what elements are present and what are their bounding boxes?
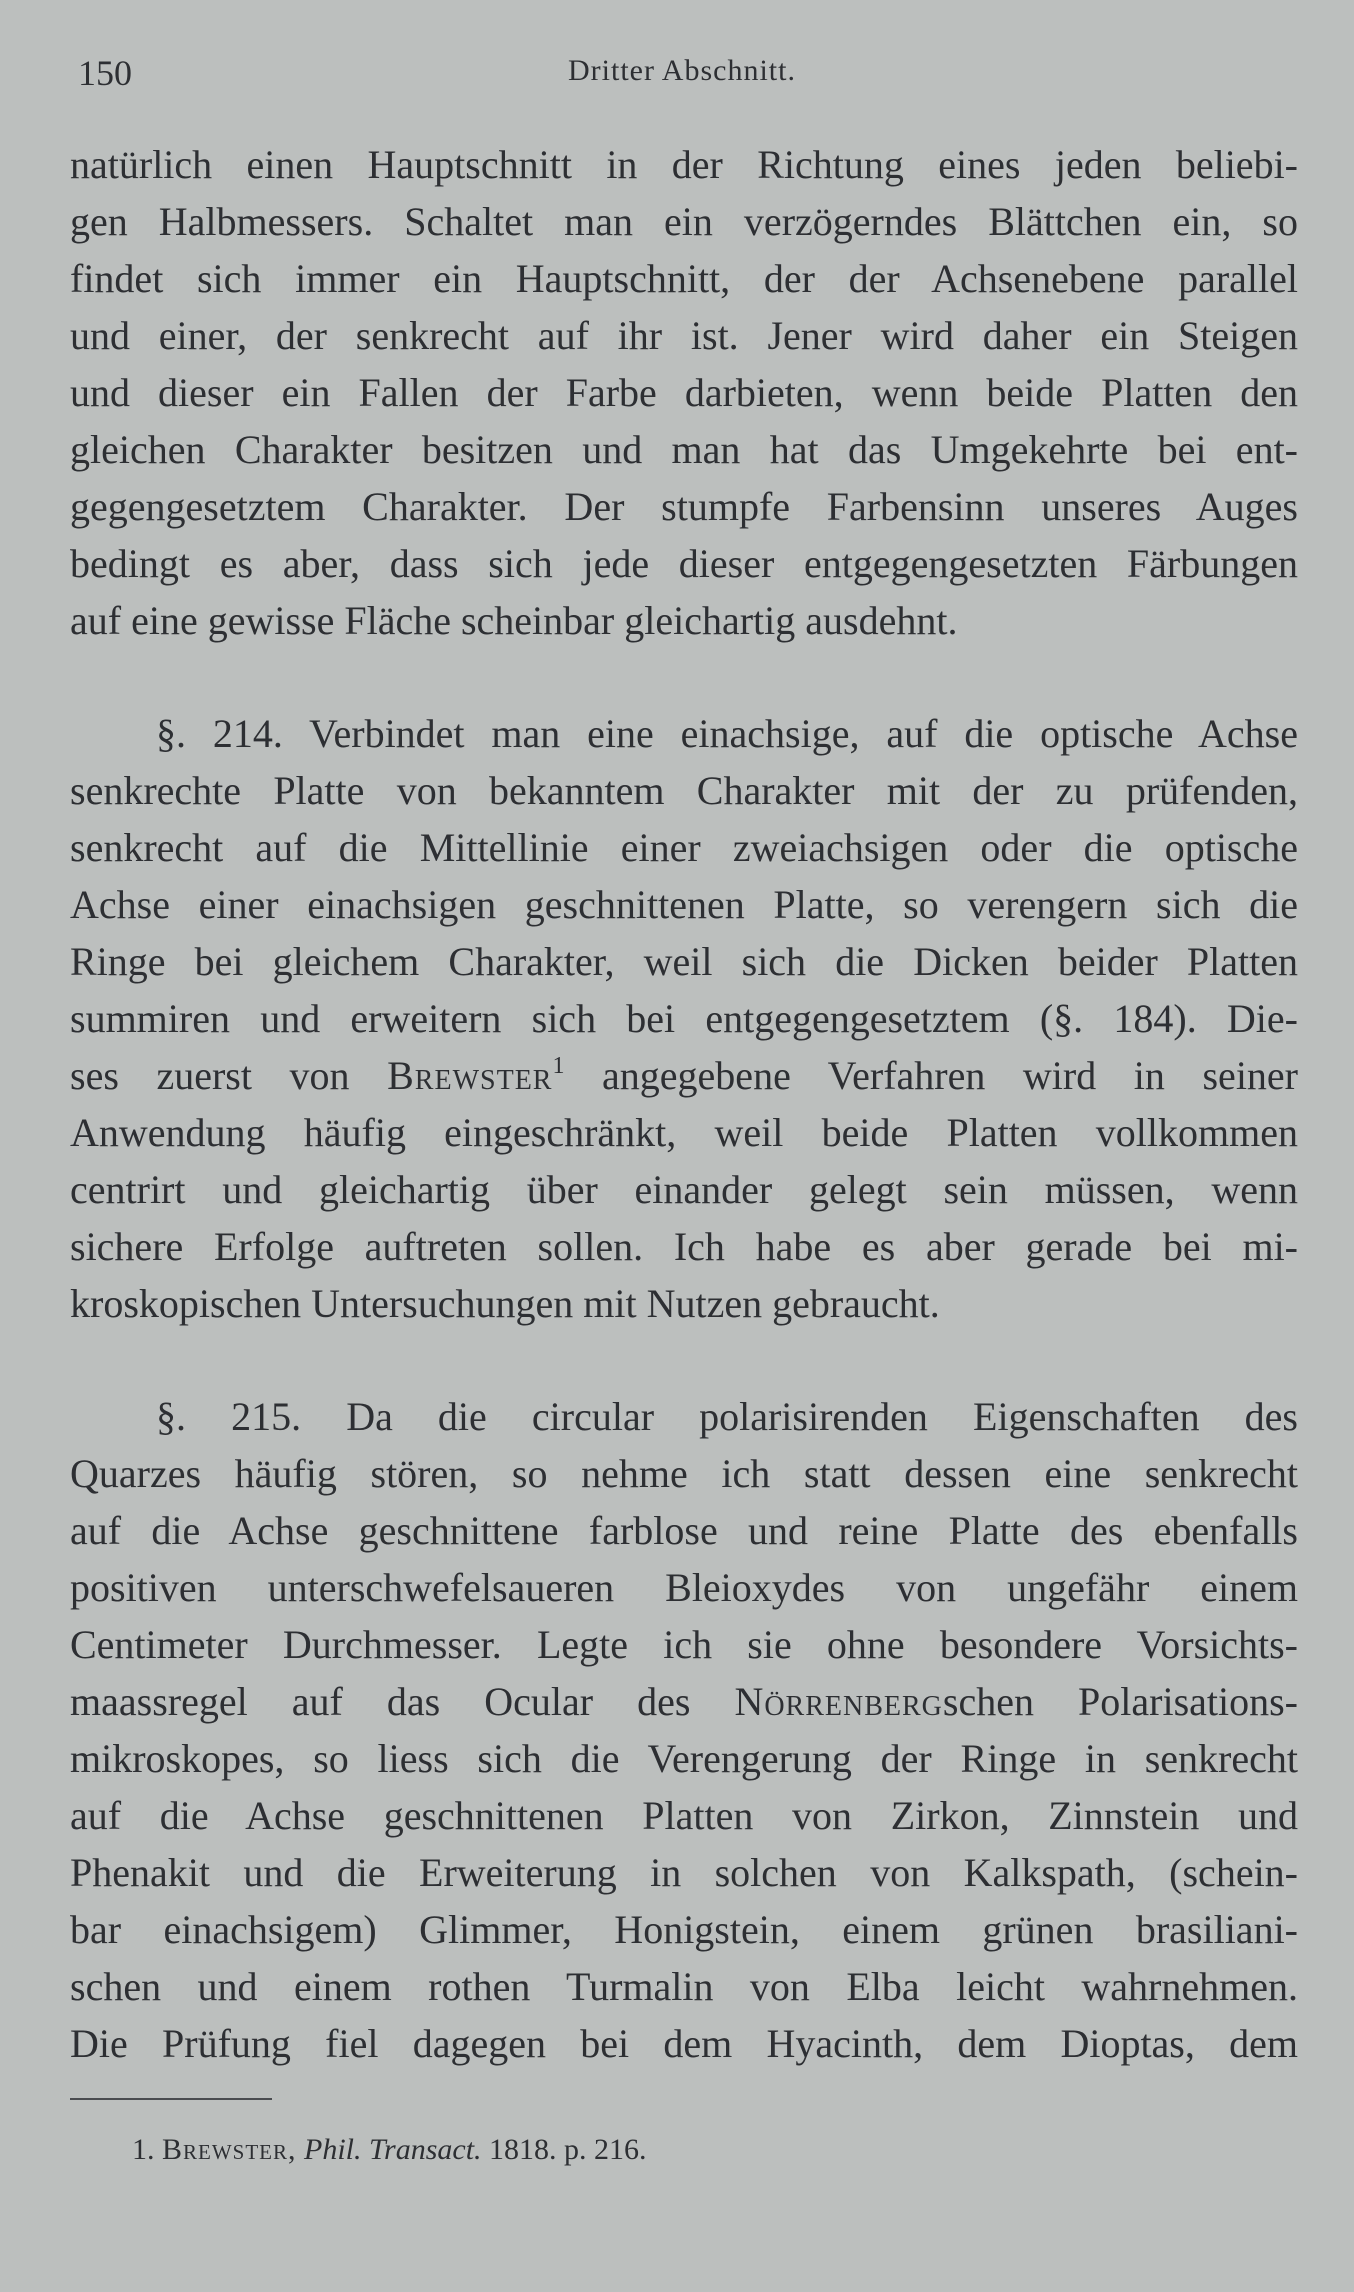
text-fragment: ses zuerst von [70,1053,350,1098]
text-line: schen und einem rothen Turmalin von Elba leicht wahrnehmen. [70,1964,1298,2009]
text-line: auf die Achse geschnittenen Platten von Zirkon, Zinnstein und [70,1793,1298,1838]
text-line: Centimeter Durchmesser. Legte ich sie ohne besondere Vorsichts- [70,1622,1298,1667]
text-line: findet sich immer ein Hauptschnitt, der der Achsenebene parallel [70,256,1298,301]
author-name: Brewster [387,1053,553,1098]
text-fragment: maassregel auf das Ocular des [70,1679,691,1724]
footnote-author: Brewster, [162,2133,297,2166]
footnote-journal: Phil. Transact. [304,2133,482,2166]
text-line: kroskopischen Untersuchungen mit Nutzen gebraucht. [70,1281,940,1326]
paragraph-215 [70,1388,1298,2072]
text-line: positiven unterschwefelsaueren Bleioxydes von ungefähr einem [70,1565,1298,1610]
page-header [70,52,1294,102]
text-line: und einer, der senkrecht auf ihr ist. Jener wird daher ein Steigen [70,313,1298,358]
text-line: Achse einer einachsigen geschnittenen Platte, so verengern sich die [70,882,1298,927]
running-head: Dritter Abschnitt. [568,54,796,87]
text-line: sichere Erfolge auftreten sollen. Ich habe es aber gerade bei mi- [70,1224,1298,1269]
text-line: senkrechte Platte von bekanntem Charakter mit der zu prüfenden, [70,768,1298,813]
text-line [70,1047,1298,1104]
text-line: auf eine gewisse Fläche scheinbar gleichartig ausdehnt. [70,598,958,643]
text-line: bedingt es aber, dass sich jede dieser entgegengesetzten Färbungen [70,541,1298,586]
text-line: §. 214. Verbindet man eine einachsige, auf die optische Achse [156,711,1298,756]
footnote-ref[interactable]: 1 [552,1053,565,1079]
paragraph-1 [70,136,1298,649]
author-name: Nörrenberg [734,1679,943,1724]
text-line: gegengesetztem Charakter. Der stumpfe Farbensinn unseres Auges [70,484,1298,529]
paragraph-214 [70,705,1298,1332]
text-line: Phenakit und die Erweiterung in solchen von Kalkspath, (schein- [70,1850,1298,1895]
footnote-number: 1. [132,2133,155,2166]
text-line: Ringe bei gleichem Charakter, weil sich die Dicken beider Platten [70,939,1298,984]
footnote [132,2133,647,2167]
text-fragment: angegebene Verfahren wird in seiner [602,1053,1298,1098]
body-text [70,136,1298,2072]
text-line: centrirt und gleichartig über einander gelegt sein müssen, wenn [70,1167,1298,1212]
text-line: und dieser ein Fallen der Farbe darbieten, wenn beide Platten den [70,370,1298,415]
text-line: natürlich einen Hauptschnitt in der Richtung eines jeden beliebi- [70,142,1298,187]
text-line: Anwendung häufig eingeschränkt, weil beide Platten vollkommen [70,1110,1298,1155]
text-line: senkrecht auf die Mittellinie einer zweiachsigen oder die optische [70,825,1298,870]
text-line: mikroskopes, so liess sich die Verengerung der Ringe in senkrecht [70,1736,1298,1781]
text-line: gleichen Charakter besitzen und man hat das Umgekehrte bei ent- [70,427,1298,472]
text-line: Die Prüfung fiel dagegen bei dem Hyacinth, dem Dioptas, dem [70,2021,1298,2066]
text-line: §. 215. Da die circular polarisirenden Eigenschaften des [156,1394,1298,1439]
text-line: gen Halbmessers. Schaltet man ein verzögerndes Blättchen ein, so [70,199,1298,244]
text-fragment: schen Polarisations- [942,1679,1298,1724]
text-line [70,1673,1298,1730]
footnote-reference: 1818. p. 216. [489,2133,647,2166]
text-line: Quarzes häufig stören, so nehme ich statt dessen eine senkrecht [70,1451,1298,1496]
text-line: auf die Achse geschnittene farblose und reine Platte des ebenfalls [70,1508,1298,1553]
text-line: bar einachsigem) Glimmer, Honigstein, einem grünen brasiliani- [70,1907,1298,1952]
text-line: summiren und erweitern sich bei entgegengesetztem (§. 184). Die- [70,996,1298,1041]
footnote-divider [70,2098,272,2100]
page-number: 150 [78,53,132,93]
